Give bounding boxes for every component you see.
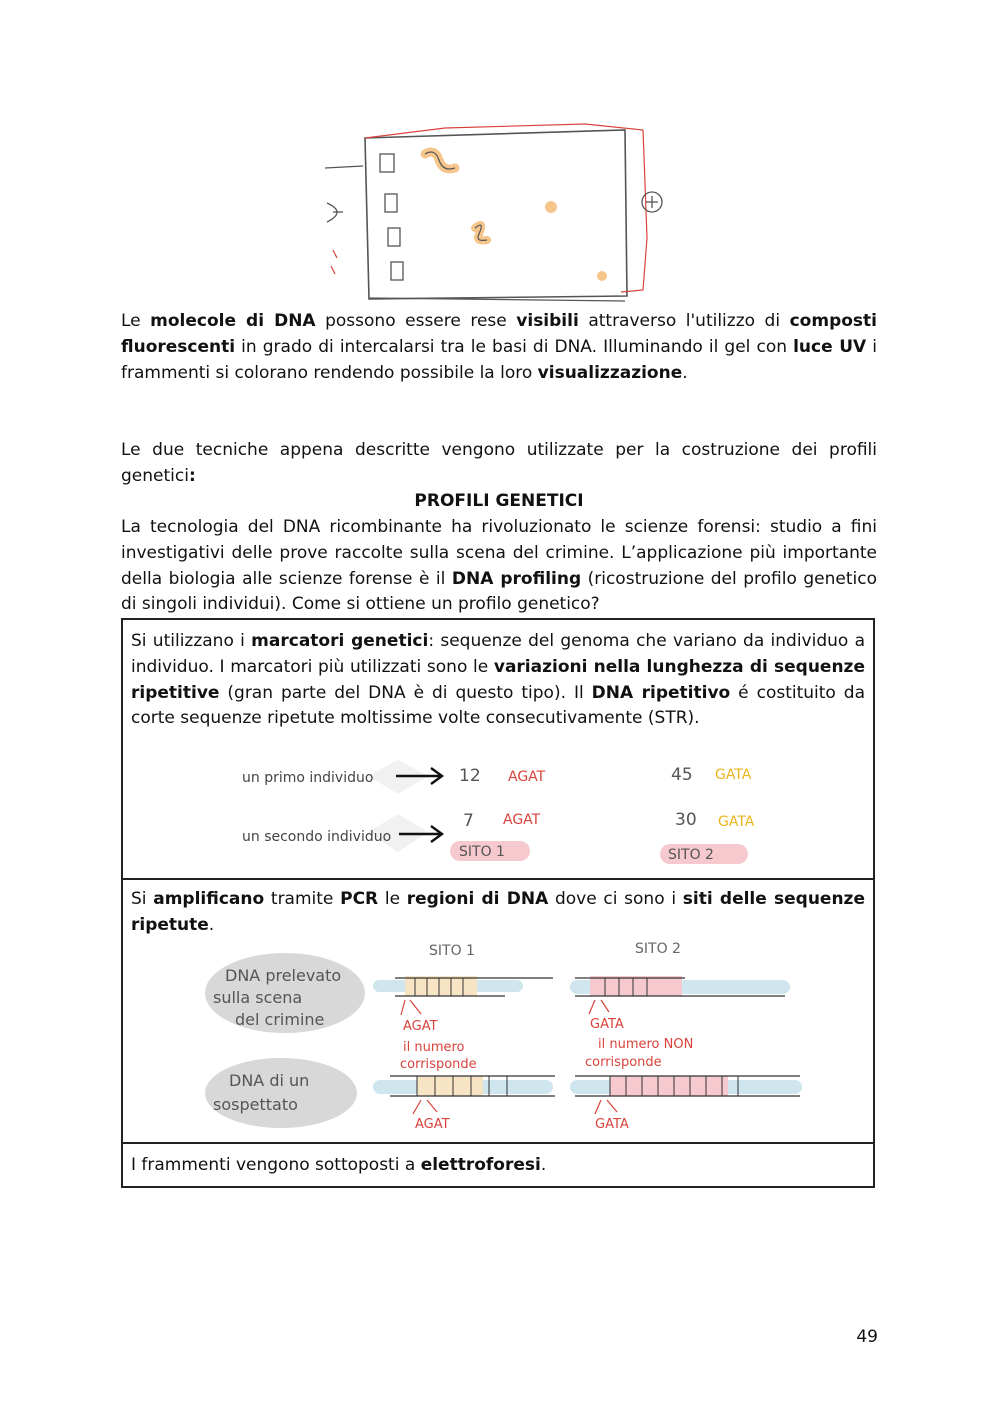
gata-label: GATA (590, 1017, 624, 1032)
crime-line-3: del crimine (235, 1010, 325, 1029)
text-run: . (540, 1155, 547, 1175)
sequence-label: GATA (718, 814, 755, 830)
bold-text: siti delle sequenze ripetute (131, 889, 865, 935)
text-run: le (378, 889, 407, 909)
section-title: PROFILI GENETICI (414, 491, 584, 511)
bold-text: visualizzazione (537, 362, 683, 383)
bold-text: molecole di DNA (150, 311, 316, 331)
text-run: Le due tecniche appena descritte vengono utilizzate per la costruzione dei profili genetici (121, 440, 877, 486)
count-label: 30 (675, 810, 697, 830)
bold-text: amplificano (153, 889, 265, 909)
count-label: 7 (463, 811, 474, 831)
text-run: La tecnologia del DNA ricombinante ha rivoluzionato le scienze forensi: studio a fini investigativi delle prove raccolte sulla scena del crimine. L’applicazione più importante della biologia alle scienze forense è il (121, 517, 877, 589)
gata-label: GATA (595, 1117, 629, 1132)
count-label: 45 (671, 765, 693, 785)
suspect-blob (205, 1058, 357, 1128)
repeat-region (590, 976, 682, 996)
pcr-sites-figure (205, 940, 805, 1140)
techniques-paragraph (121, 438, 877, 490)
well-1 (380, 154, 394, 172)
dna-band (597, 271, 607, 281)
match-line-1: il numero (403, 1040, 465, 1055)
text-run: é costituito da corte sequenze ripetute moltissime volte consecutivamente (STR). (131, 682, 865, 729)
bold-text: visibili (516, 311, 579, 331)
bold-text: : (188, 465, 196, 486)
text-run: (ricostruzione del profilo genetico di singoli individui). Come si ottiene un profilo genetico? (121, 568, 877, 615)
person-1-label: un primo individuo (242, 770, 374, 786)
bold-text: regioni di DNA (406, 889, 549, 909)
text-run: Si utilizzano i (131, 631, 252, 651)
agat-label: AGAT (415, 1117, 450, 1132)
site-1-label: SITO 1 (459, 844, 505, 860)
text-run: i frammenti si colorano rendendo possibile la loro (121, 336, 877, 383)
well-2 (385, 194, 397, 212)
electrophoresis-text (131, 1153, 865, 1179)
count-label: 12 (459, 766, 481, 786)
table-row-pcr (123, 878, 873, 1142)
site-1-header: SITO 1 (429, 943, 475, 959)
bold-text: luce UV (793, 336, 867, 357)
crime-line-1: DNA prelevato (225, 966, 342, 985)
text-run: : sequenze del genoma che variano da individuo a individuo. I marcatori più utilizzati sono le (131, 631, 865, 677)
table-row-markers (123, 620, 873, 878)
forensics-paragraph (121, 515, 877, 618)
bold-text: PCR (340, 889, 379, 909)
text-run: . (682, 362, 688, 383)
crime-line-2: sulla scena (213, 988, 303, 1007)
repeat-region (417, 1076, 483, 1096)
nomatch-line-2: corrisponde (585, 1055, 662, 1070)
bold-text: elettroforesi (420, 1155, 541, 1175)
bold-text: variazioni nella lunghezza di sequenze ripetitive (131, 656, 865, 703)
well-3 (388, 228, 400, 246)
steps-table (121, 618, 875, 1188)
text-run: (gran parte del DNA è di questo tipo). Il (219, 682, 592, 703)
repeat-region (405, 976, 477, 996)
site-2-label: SITO 2 (668, 847, 714, 863)
text-run: attraverso l'utilizzo di (578, 311, 790, 331)
sequence-label: AGAT (503, 812, 541, 828)
sequence-label: AGAT (508, 769, 546, 785)
text-run: Si (131, 889, 154, 909)
gel-electrophoresis-sketch (325, 118, 670, 303)
match-line-2: corrisponde (400, 1057, 477, 1072)
sequence-label: GATA (715, 767, 752, 783)
str-comparison-figure (223, 760, 783, 870)
markers-text (131, 629, 865, 732)
bold-text: DNA profiling (451, 568, 582, 589)
suspect-line-1: DNA di un (229, 1071, 310, 1090)
suspect-line-2: sospettato (213, 1095, 298, 1114)
bold-text: marcatori genetici (251, 631, 429, 651)
nomatch-line-1: il numero NON (598, 1037, 694, 1052)
person-2-label: un secondo individuo (242, 829, 392, 845)
text-run: . (208, 914, 215, 935)
text-run: dove ci sono i (548, 889, 683, 909)
text-run: I frammenti vengono sottoposti a (131, 1155, 421, 1175)
repeat-region (610, 1076, 728, 1096)
agat-label: AGAT (403, 1019, 438, 1034)
page-number: 49 (856, 1327, 878, 1347)
dna-band (425, 152, 455, 169)
pcr-text (131, 887, 865, 939)
text-run: Le (121, 311, 151, 331)
table-row-electrophoresis (123, 1142, 873, 1188)
bold-text: DNA ripetitivo (591, 682, 731, 703)
bold-text: composti fluorescenti (121, 311, 877, 357)
dna-band (545, 201, 557, 213)
well-4 (391, 262, 403, 280)
text-run: possono essere rese (315, 311, 517, 331)
text-run: tramite (264, 889, 341, 909)
text-run: in grado di intercalarsi tra le basi di DNA. Illuminando il gel con (235, 336, 794, 357)
site-2-header: SITO 2 (635, 941, 681, 957)
intro-paragraph (121, 309, 877, 386)
